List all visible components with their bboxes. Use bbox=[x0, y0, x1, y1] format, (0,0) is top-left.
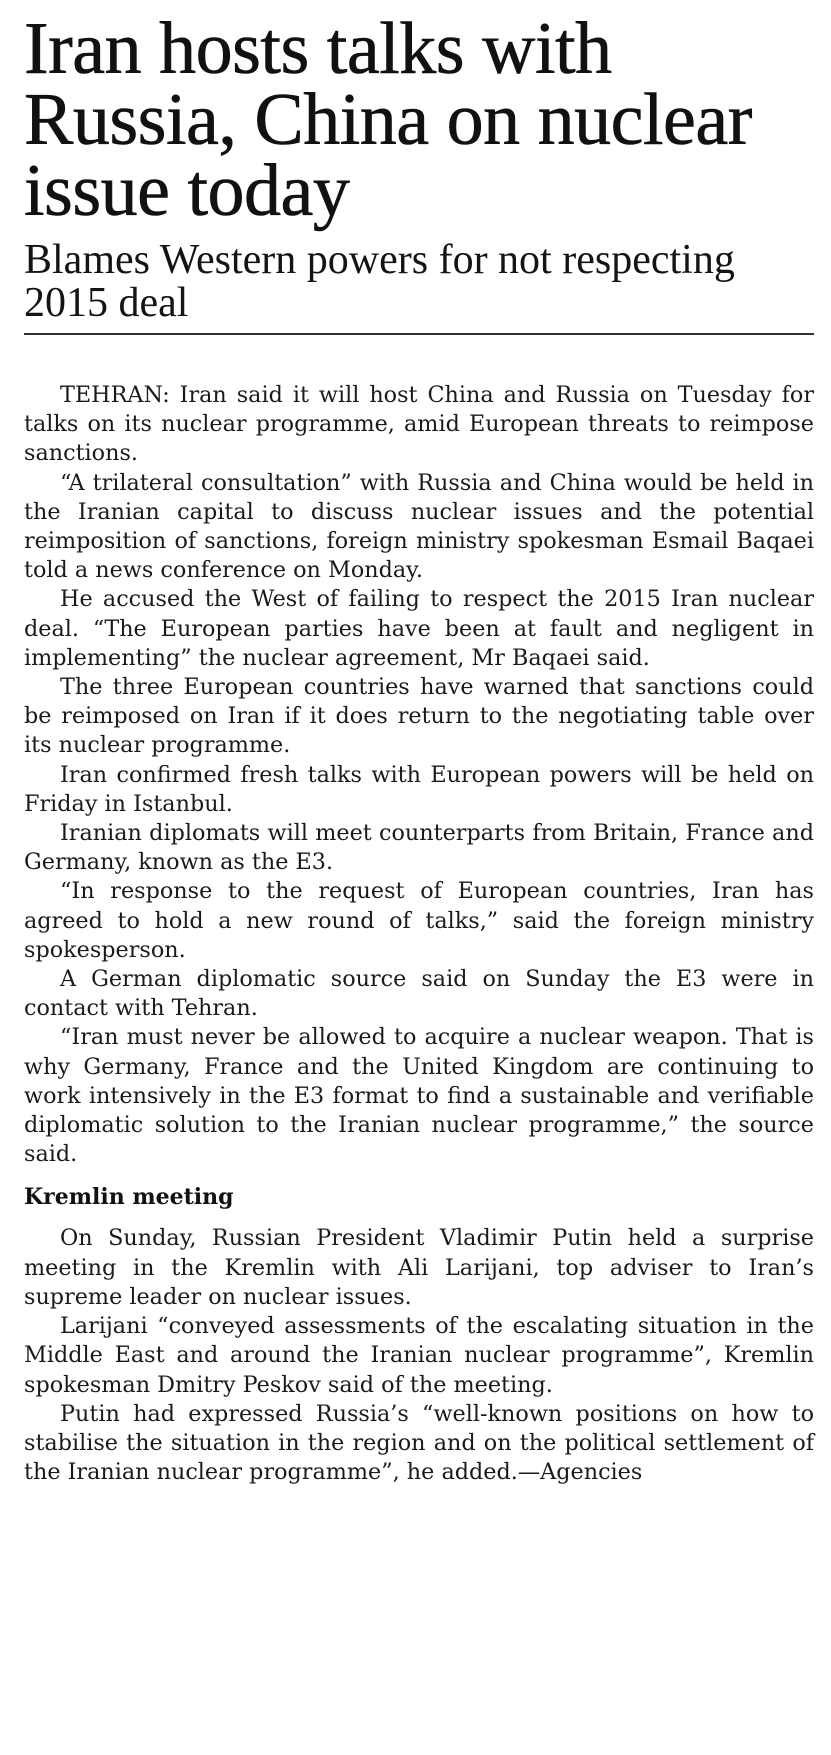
paragraph: “In response to the request of European countries, Iran has agreed to hold a new round of talks,” said the foreign ministry spokesperson. bbox=[24, 878, 814, 963]
headline-divider bbox=[24, 333, 814, 335]
paragraph: Larijani “conveyed assessments of the escalating situation in the Middle East and around the Iranian nuclear programme”, Kremlin spokesman Dmitry Peskov said of the meeting. bbox=[24, 1313, 814, 1398]
news-article bbox=[24, 8, 814, 1487]
paragraph: “A trilateral consultation” with Russia and China would be held in the Iranian capital to discuss nuclear issues and the potential reimposition of sanctions, foreign ministry spokesman Esmail Baqaei told a news conference on Monday. bbox=[24, 469, 814, 584]
paragraph: “Iran must never be allowed to acquire a nuclear weapon. That is why Germany, France and the United Kingdom are continuing to work intensively in the E3 format to find a sustainable and verifiable diplomatic solution to the Iranian nuclear programme,” the source said. bbox=[24, 1024, 814, 1168]
headline: Iran hosts talks with Russia, China on nuclear issue today bbox=[24, 8, 752, 232]
paragraph: A German diplomatic source said on Sunday the E3 were in contact with Tehran. bbox=[24, 966, 814, 1022]
paragraph: TEHRAN: Iran said it will host China and Russia on Tuesday for talks on its nuclear programme, amid European threats to reimpose sanctions. bbox=[24, 382, 814, 467]
paragraph: Iranian diplomats will meet counterparts from Britain, France and Germany, known as the E3. bbox=[24, 820, 814, 876]
subheadline: Blames Western powers for not respecting 2015 deal bbox=[24, 237, 735, 326]
section-heading: Kremlin meeting bbox=[24, 1184, 234, 1211]
paragraph: Iran confirmed fresh talks with European powers will be held on Friday in Istanbul. bbox=[24, 761, 814, 817]
paragraph: On Sunday, Russian President Vladimir Putin held a surprise meeting in the Kremlin with Ali Larijani, top adviser to Iran’s supreme leader on nuclear issues. bbox=[24, 1225, 814, 1310]
paragraph: The three European countries have warned that sanctions could be reimposed on Iran if it does return to the negotiating table over its nuclear programme. bbox=[24, 674, 814, 759]
paragraph: He accused the West of failing to respect the 2015 Iran nuclear deal. “The European parties have been at fault and negligent in implementing” the nuclear agreement, Mr Baqaei said. bbox=[24, 586, 814, 671]
paragraph: Putin had expressed Russia’s “well-known positions on how to stabilise the situation in the region and on the political settlement of the Iranian nuclear programme”, he added.—Agencies bbox=[24, 1400, 814, 1486]
article-body bbox=[24, 381, 814, 1487]
